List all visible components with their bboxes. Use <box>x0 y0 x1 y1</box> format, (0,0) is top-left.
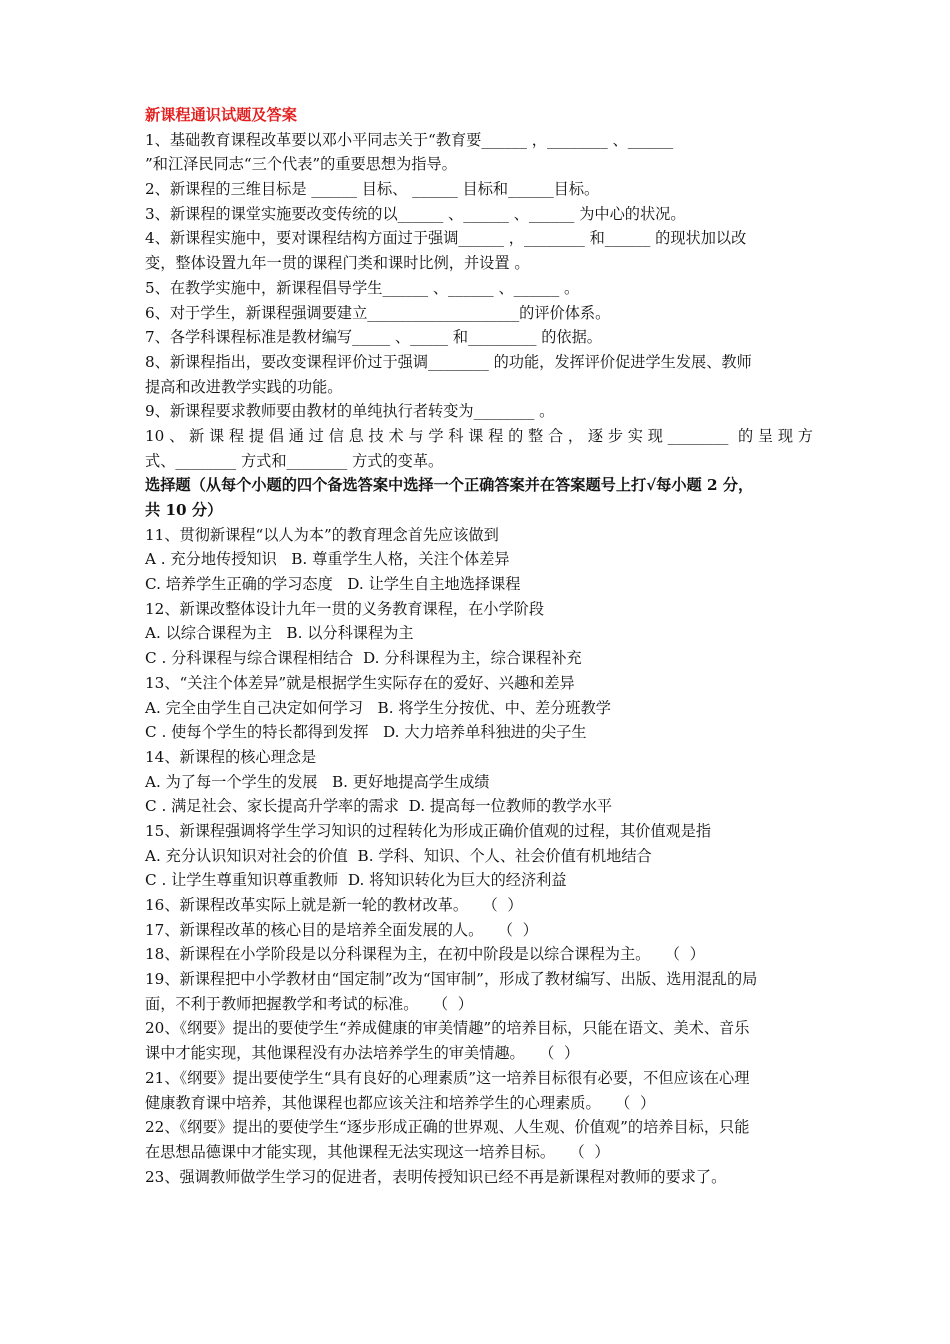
question-13-options-ab: A. 完全由学生自己决定如何学习 B. 将学生分按优、中、差分班教学 <box>145 698 611 717</box>
question-3: 3、新课程的课堂实施要改变传统的以______ 、______ 、______ 为中心的状况。 <box>145 204 686 223</box>
question-13-options-cd: C . 使每个学生的特长都得到发挥 D. 大力培养单科独进的尖子生 <box>145 723 587 742</box>
question-8-line-2: 提高和改进教学实践的功能。 <box>145 377 343 396</box>
question-14: 14、新课程的核心理念是 <box>145 747 317 766</box>
question-22-line-1: 22、《纲要》提出的要使学生“逐步形成正确的世界观、人生观、价值观”的培养目标，只能 <box>145 1118 750 1137</box>
question-6: 6、对于学生，新课程强调要建立____________________的评价体系。 <box>145 303 611 322</box>
question-15-options-cd: C . 让学生尊重知识尊重教师 D. 将知识转化为巨大的经济利益 <box>145 871 567 890</box>
document-title: 新课程通识试题及答案 <box>145 106 297 124</box>
question-1-line-1: 1、基础教育课程改革要以邓小平同志关于“教育要______ ，________ 、______ <box>145 130 674 149</box>
question-1-line-2: ”和江泽民同志“三个代表”的重要思想为指导。 <box>145 155 457 174</box>
section-heading-line-2: 共 10 分） <box>145 501 223 519</box>
question-14-options-ab: A. 为了每一个学生的发展 B. 更好地提高学生成绩 <box>145 772 490 791</box>
question-4-line-1: 4、新课程实施中，要对课程结构方面过于强调______ ，________ 和______ 的现状加以改 <box>145 229 747 248</box>
question-13: 13、“关注个体差异”就是根据学生实际存在的爱好、兴趣和差异 <box>145 673 575 692</box>
question-2: 2、新课程的三维目标是 ______ 目标、 ______ 目标和______目标。 <box>145 180 600 199</box>
question-17: 17、新课程改革的核心目的是培养全面发展的人。 （ ） <box>145 920 538 939</box>
question-20-line-1: 20、《纲要》提出的要使学生“养成健康的审美情趣”的培养目标，只能在语文、美术、音乐 <box>145 1019 750 1038</box>
question-12: 12、新课改整体设计九年一贯的义务教育课程，在小学阶段 <box>145 599 545 618</box>
question-19-line-2: 面，不利于教师把握教学和考试的标准。 （ ） <box>145 994 473 1013</box>
question-8-line-1: 8、新课程指出，要改变课程评价过于强调________ 的功能，发挥评价促进学生发展、教师 <box>145 352 752 371</box>
question-12-options-ab: A. 以综合课程为主 B. 以分科课程为主 <box>145 624 414 643</box>
question-22-line-2: 在思想品德课中才能实现，其他课程无法实现这一培养目标。 （ ） <box>145 1142 610 1161</box>
question-12-options-cd: C . 分科课程与综合课程相结合 D. 分科课程为主，综合课程补充 <box>145 649 582 668</box>
question-5: 5、在教学实施中，新课程倡导学生______ 、______ 、______ 。 <box>145 278 580 297</box>
question-10-line-1: 10、新课程提倡通过信息技术与学科课程的整合，逐步实现________ 的呈现方 <box>145 426 813 445</box>
question-18: 18、新课程在小学阶段是以分科课程为主，在初中阶段是以综合课程为主。 （ ） <box>145 945 705 964</box>
question-20-line-2: 课中才能实现，其他课程没有办法培养学生的审美情趣。 （ ） <box>145 1044 580 1063</box>
question-21-line-1: 21、《纲要》提出要使学生“具有良好的心理素质”这一培养目标很有必要，不但应该在心理 <box>145 1068 750 1087</box>
question-9: 9、新课程要求教师要由教材的单纯执行者转变为________ 。 <box>145 402 555 421</box>
question-7: 7、各学科课程标准是教材编写_____ 、_____ 和_________ 的依据。 <box>145 328 602 347</box>
question-11-options-cd: C. 培养学生正确的学习态度 D. 让学生自主地选择课程 <box>145 575 521 594</box>
document-page <box>145 103 813 1189</box>
question-10-line-2: 式、________ 方式和________ 方式的变革。 <box>145 451 444 470</box>
question-11-options-ab: A . 充分地传授知识 B. 尊重学生人格，关注个体差异 <box>145 550 510 569</box>
section-heading-line-1: 选择题（从每个小题的四个备选答案中选择一个正确答案并在答案题号上打√每小题 2 分， <box>145 476 754 495</box>
question-11: 11、贯彻新课程“以人为本”的教育理念首先应该做到 <box>145 525 499 544</box>
question-4-line-2: 变，整体设置九年一贯的课程门类和课时比例，并设置 。 <box>145 254 530 273</box>
question-16: 16、新课程改革实际上就是新一轮的教材改革。 （ ） <box>145 896 523 914</box>
question-14-options-cd: C . 满足社会、家长提高升学率的需求 D. 提高每一位教师的教学水平 <box>145 797 613 816</box>
question-15-options-ab: A. 充分认识知识对社会的价值 B. 学科、知识、个人、社会价值有机地结合 <box>145 846 652 865</box>
question-15: 15、新课程强调将学生学习知识的过程转化为形成正确价值观的过程，其价值观是指 <box>145 821 712 840</box>
question-21-line-2: 健康教育课中培养，其他课程也都应该关注和培养学生的心理素质。 （ ） <box>145 1093 656 1112</box>
question-23: 23、强调教师做学生学习的促进者，表明传授知识已经不再是新课程对教师的要求了。 <box>145 1167 727 1186</box>
question-19-line-1: 19、新课程把中小学教材由“国定制”改为“国审制”，形成了教材编写、出版、选用混乱的局 <box>145 970 758 989</box>
